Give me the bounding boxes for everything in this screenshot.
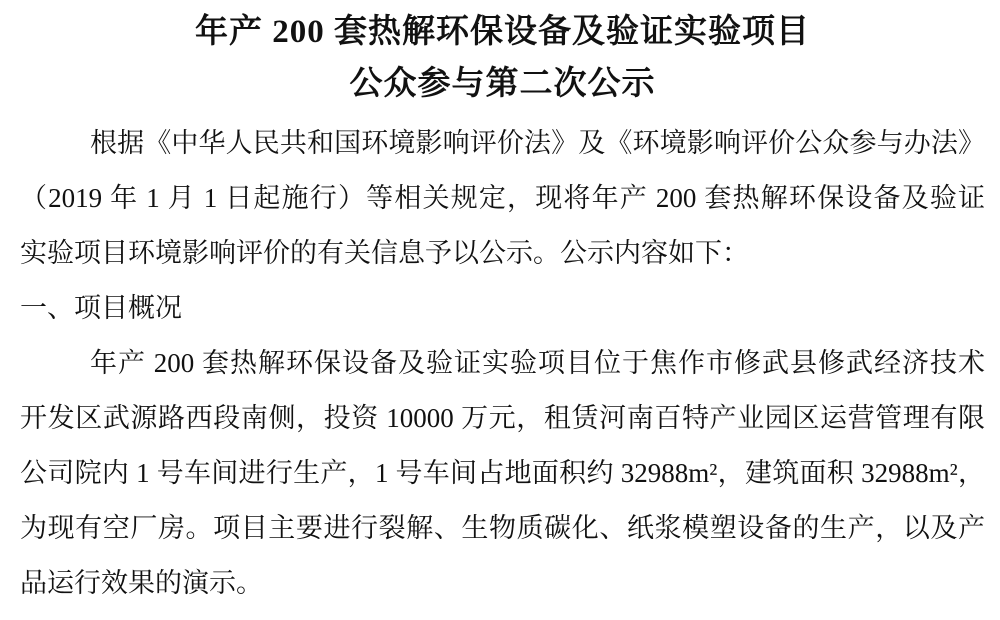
paragraph-section-heading-project-overview (20, 281, 985, 336)
text-line: 为现有空厂房。项目主要进行裂解、生物质碳化、纸浆模塑设备的生产，以及产 (20, 513, 985, 543)
text-line: 年产 200 套热解环保设备及验证实验项目位于焦作市修武县修武经济技术 (90, 348, 985, 378)
document-title (20, 6, 985, 110)
text-line: （2019 年 1 月 1 日起施行）等相关规定，现将年产 200 套热解环保设备及验证 (20, 183, 985, 213)
document-title-line: 公众参与第二次公示 (349, 66, 656, 102)
text-line: 一、项目概况 (20, 293, 182, 323)
text-line: 实验项目环境影响评价的有关信息予以公示。公示内容如下： (20, 238, 749, 268)
document-body (20, 116, 985, 611)
text-line: 品运行效果的演示。 (20, 568, 263, 598)
document-title-line: 年产 200 套热解环保设备及验证实验项目 (195, 14, 810, 50)
paragraph-project-overview-body (20, 336, 985, 611)
text-line: 公司院内 1 号车间进行生产，1 号车间占地面积约 32988m²，建筑面积 32988m²， (20, 458, 985, 488)
text-line: 根据《中华人民共和国环境影响评价法》及《环境影响评价公众参与办法》 (90, 128, 985, 158)
paragraph-legal-basis-intro (20, 116, 985, 281)
text-line: 开发区武源路西段南侧，投资 10000 万元，租赁河南百特产业园区运营管理有限 (20, 403, 985, 433)
